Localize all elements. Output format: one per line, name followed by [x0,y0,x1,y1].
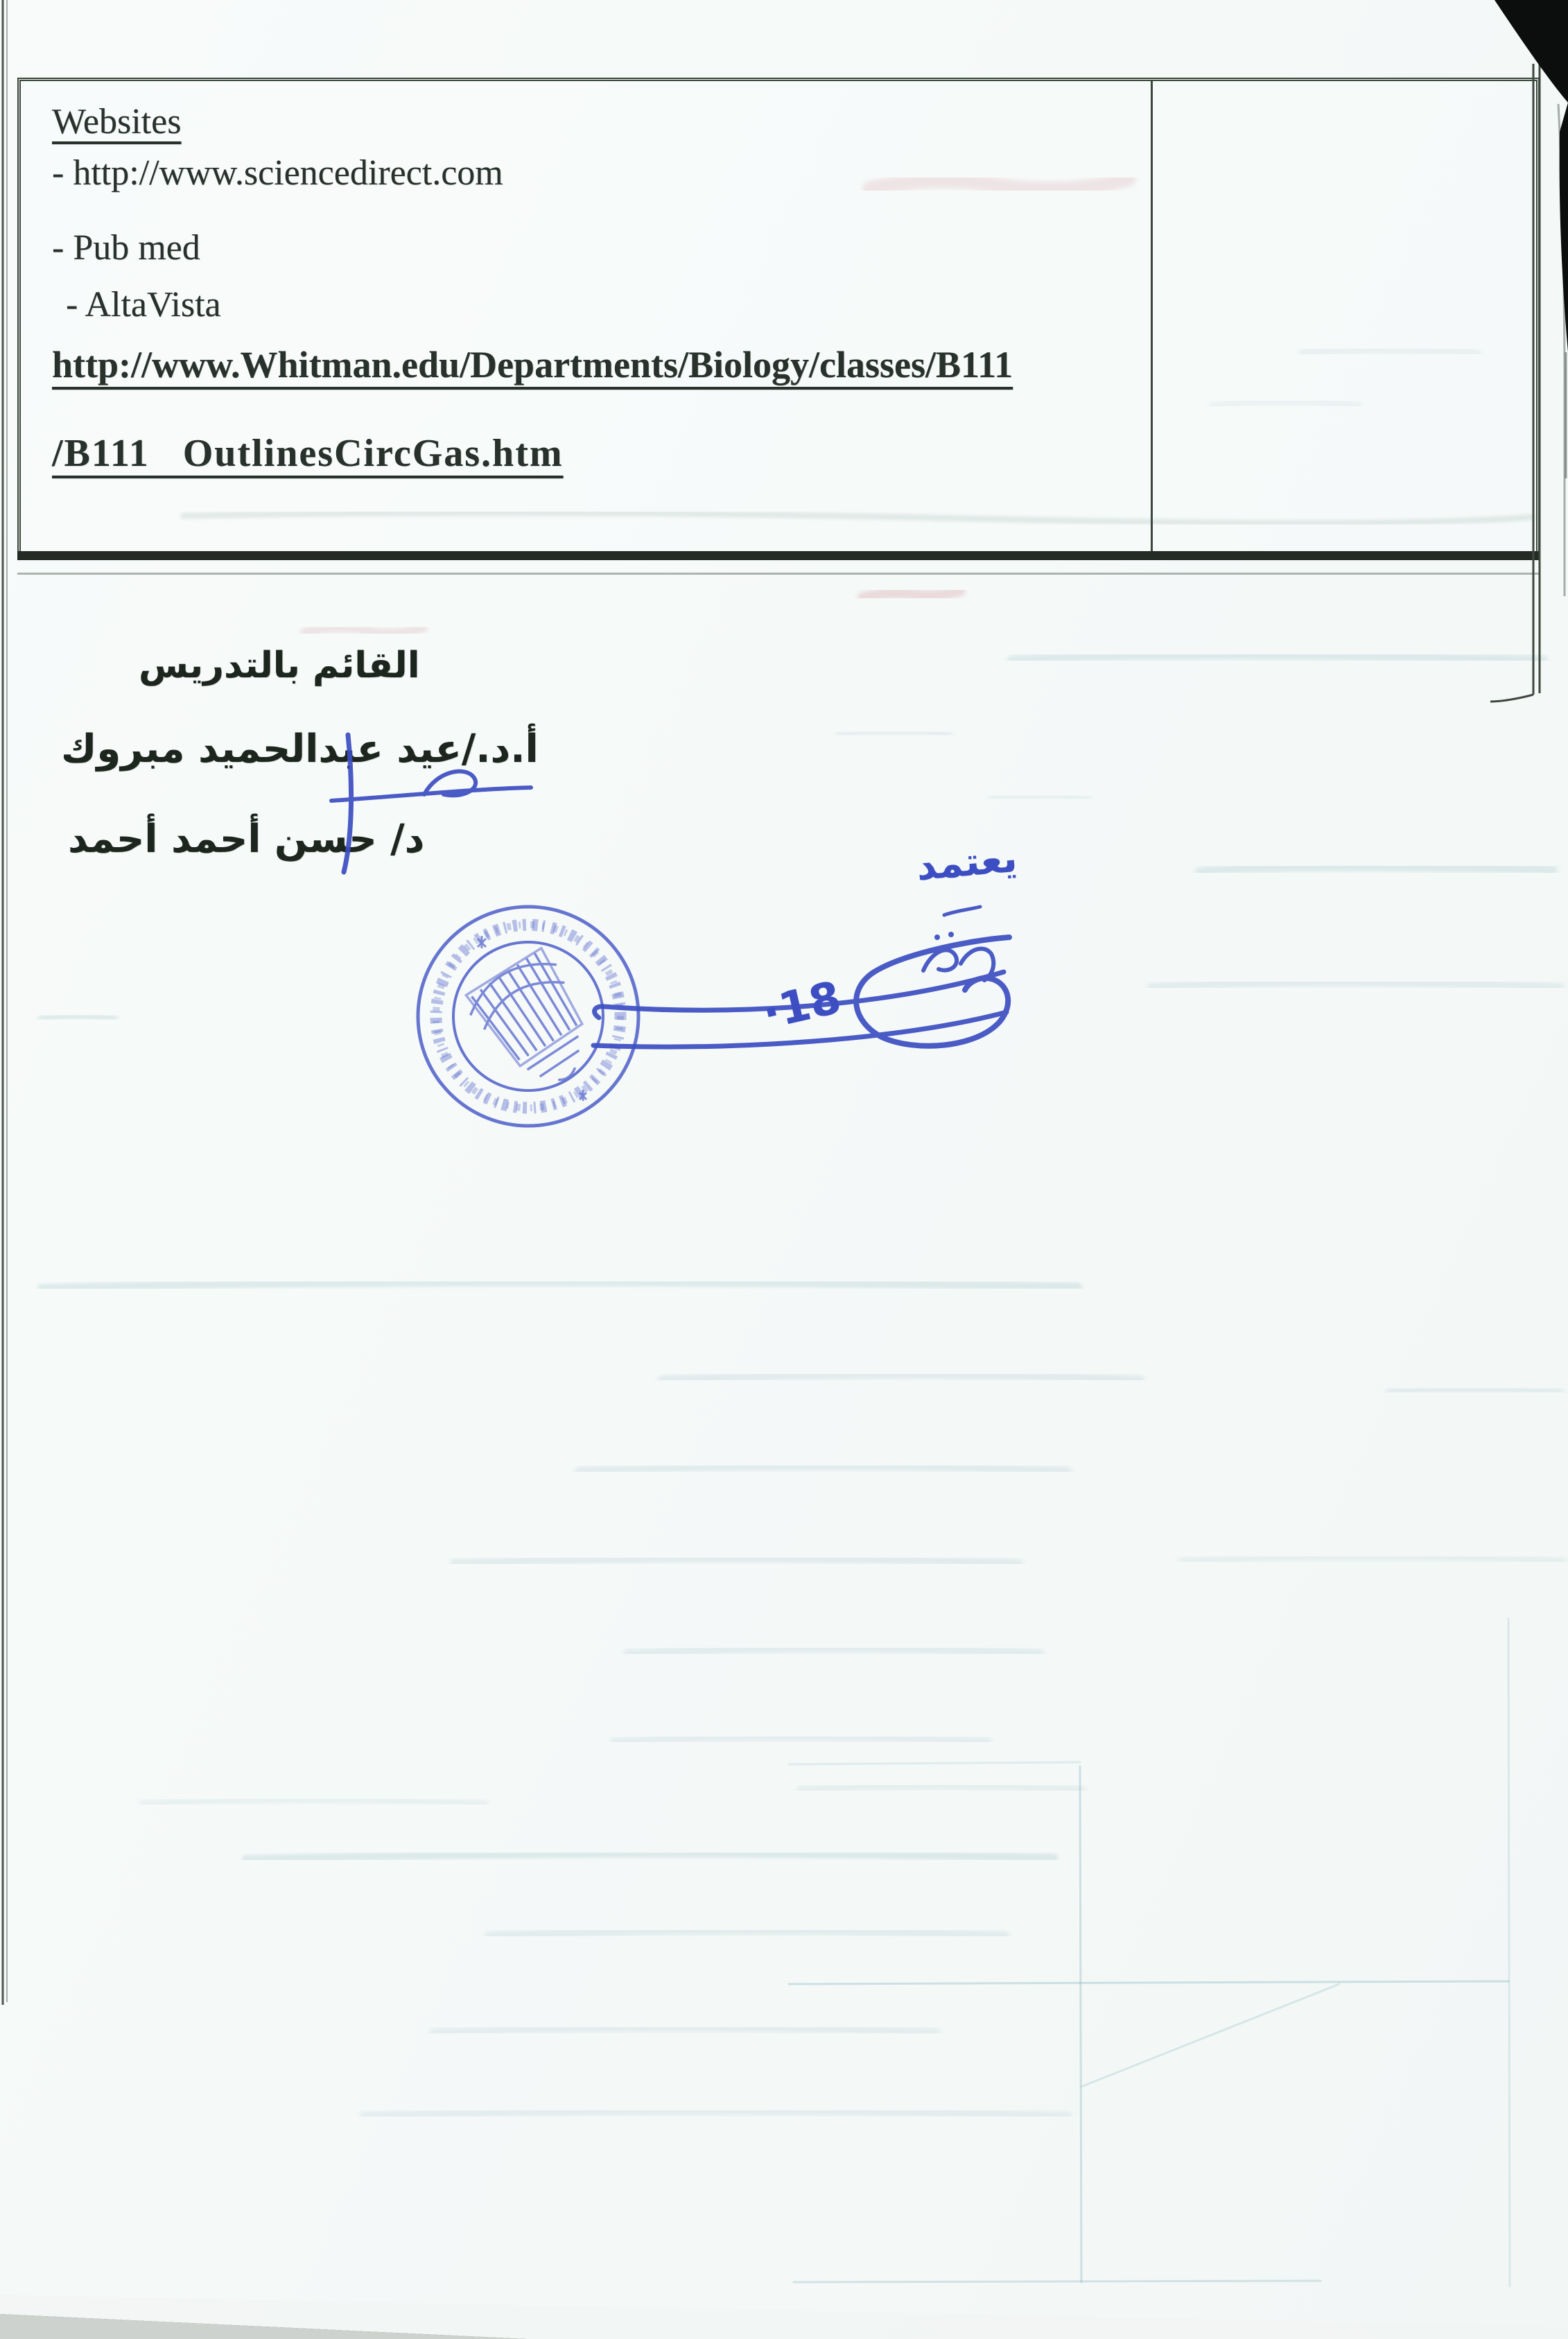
websites-heading: Websites [52,102,182,141]
handwritten-number: ·18 [758,972,846,1040]
websites-table-bottom-border [17,551,1540,560]
egypt-eagle-round-seal-stamp [417,905,640,1128]
instructor-name-1: أ.د./عيد عبدالحميد مبروك [61,727,539,772]
website-item-altavista: - AltaVista [66,285,221,324]
instructor-name-2: د/ حسن أحمد أحمد [68,817,425,862]
websites-table [17,78,1540,555]
approved-handwritten-word: يعتمد [914,835,1019,890]
signature-strokes [331,735,1009,1047]
bottom-edge-shading [0,2295,1568,2339]
websites-table-column-divider [1151,81,1153,551]
whitman-url-line2: /B111 OutlinesCircGas.htm [52,432,564,475]
websites-table-bottom-echo-line [17,573,1540,575]
whitman-url-line1: http://www.Whitman.edu/Departments/Biology/classes/B111 [52,344,1013,385]
instructors-heading: القائم بالتدريس [139,645,420,686]
left-page-edge-line [3,0,7,2005]
website-item-sciencedirect: - http://www.sciencedirect.com [52,153,503,193]
website-item-pubmed: - Pub med [52,228,200,268]
